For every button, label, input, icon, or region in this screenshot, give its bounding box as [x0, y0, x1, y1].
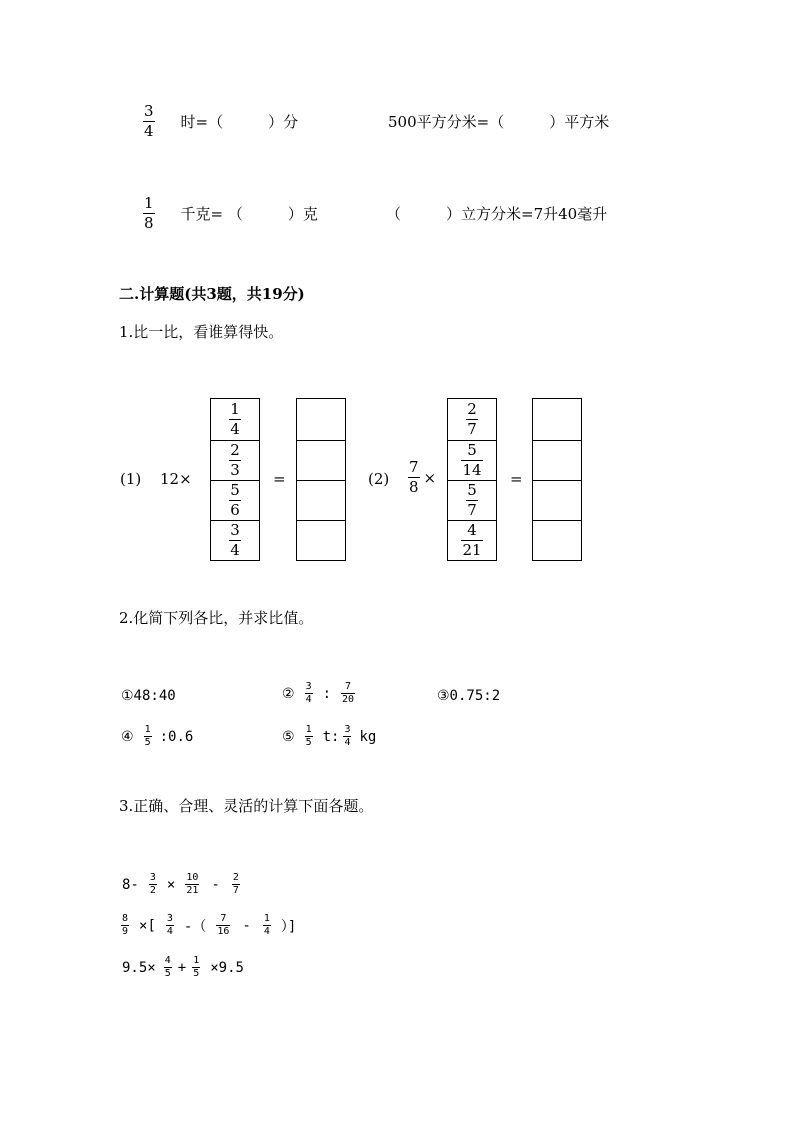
answer-cell[interactable] — [533, 440, 581, 480]
part2-equals: = — [510, 470, 523, 488]
conversion-row1-left — [143, 104, 298, 139]
ratio-item-3: ③0.75:2 — [437, 688, 501, 704]
part1-answer-column — [296, 398, 346, 561]
answer-cell[interactable] — [297, 520, 345, 560]
part1-prefix: 12× — [160, 470, 192, 488]
answer-cell[interactable] — [533, 480, 581, 520]
conversion-row2-left — [143, 196, 318, 231]
ratio-item-4: ④ $\frac{1}{5}$ :0.6 — [121, 724, 194, 748]
part2-answer-column — [532, 398, 582, 561]
fraction-cell: $\frac{2}{3}$ — [211, 440, 259, 480]
fraction-cell: $\frac{3}{4}$ — [211, 520, 259, 560]
answer-cell[interactable] — [297, 480, 345, 520]
conversion-row2-right: （ ）立方分米=7升40毫升 — [386, 205, 608, 223]
expression-2: $\frac{8}{9}$ ×[ $\frac{3}{4}$ -（ $\frac{7}{16}$ - $\frac{1}{4}$ ）] — [122, 913, 297, 937]
conversion-text: 千克= （ ）克 — [180, 205, 318, 223]
question-1-title: 1.比一比，看谁算得快。 — [119, 323, 284, 341]
part2-fraction-column — [447, 398, 497, 561]
fraction-cell: $\frac{5}{7}$ — [448, 480, 496, 520]
part1-equals: = — [273, 470, 286, 488]
answer-cell[interactable] — [297, 440, 345, 480]
part1-label: (1) — [120, 470, 142, 488]
part1-fraction-column — [210, 398, 260, 561]
fraction-cell: $\frac{2}{7}$ — [467, 400, 477, 438]
conversion-row1-right: 500平方分米=（ ）平方米 — [388, 113, 610, 131]
ratio-item-5: ⑤ $\frac{1}{5}$ t: $\frac{3}{4}$ kg — [282, 724, 377, 748]
ratio-item-2: ② $\frac{3}{4}$ : $\frac{7}{20}$ — [282, 681, 355, 705]
expression-1: 8- $\frac{3}{2}$ × $\frac{10}{21}$ - $\frac{2}{7}$ — [122, 872, 239, 896]
fraction-cell: $\frac{5}{14}$ — [448, 440, 496, 480]
answer-cell[interactable] — [533, 399, 581, 440]
part2-prefix: $\frac{7}{8}$ × — [409, 458, 437, 496]
fraction: $\frac{7}{8}$ — [409, 458, 419, 496]
part2-label: (2) — [368, 470, 390, 488]
fraction: $\frac{1}{8}$ — [144, 194, 154, 232]
conversion-text: 时=（ ）分 — [180, 113, 299, 131]
ratio-item-1: ①48:40 — [121, 688, 176, 704]
fraction-cell: $\frac{5}{6}$ — [211, 480, 259, 520]
section-heading: 二.计算题(共3题，共19分) — [119, 285, 305, 303]
fraction: $\frac{3}{4}$ — [144, 102, 154, 140]
answer-cell[interactable] — [297, 399, 345, 440]
answer-cell[interactable] — [533, 520, 581, 560]
fraction-cell: $\frac{1}{4}$ — [230, 400, 240, 438]
expression-3: 9.5× $\frac{4}{5}$ + $\frac{1}{5}$ ×9.5 — [122, 955, 244, 979]
question-3-title: 3.正确、合理、灵活的计算下面各题。 — [119, 797, 374, 815]
fraction-cell: $\frac{4}{21}$ — [448, 520, 496, 560]
question-2-title: 2.化简下列各比，并求比值。 — [119, 609, 314, 627]
